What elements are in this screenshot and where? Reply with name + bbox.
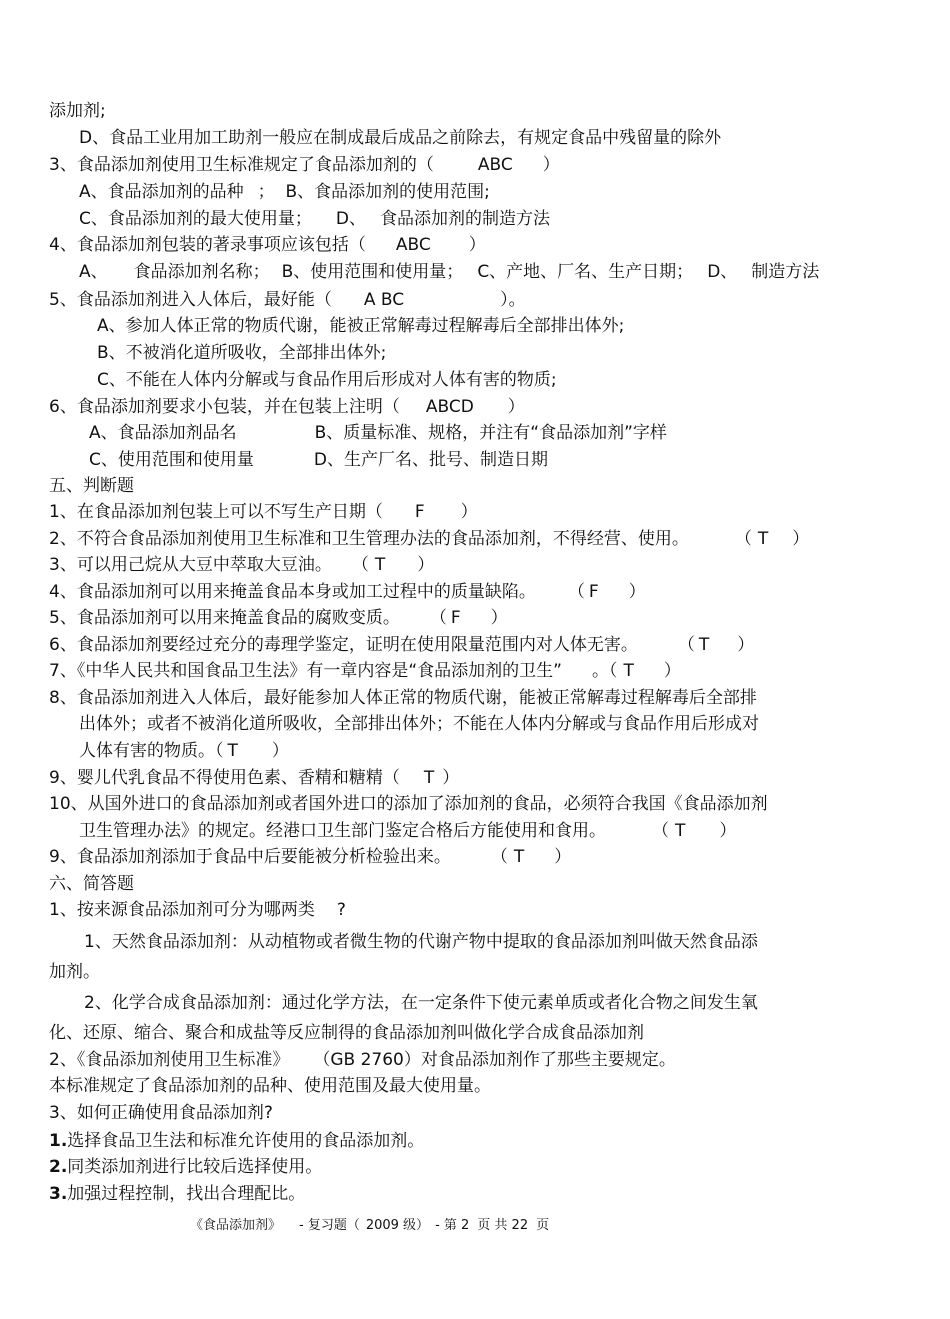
judge-line: 9、婴儿代乳食品不得使用色素、香精和糖精（ T ） <box>49 768 460 788</box>
judge-line: 人体有害的物质。（ T ） <box>79 741 289 761</box>
question-line: 6、食品添加剂要求小包装，并在包装上注明（ ABCD ） <box>49 397 525 417</box>
judge-line: 4、食品添加剂可以用来掩盖食品本身或加工过程中的质量缺陷。 （ F ） <box>49 582 646 602</box>
judge-line: 1、在食品添加剂包装上可以不写生产日期（ F ） <box>49 502 478 522</box>
option-line: C、食品添加剂的最大使用量； D、 食品添加剂的制造方法 <box>79 209 550 229</box>
option-line: A、食品添加剂品名 B、质量标准、规格，并注有“食品添加剂”字样 <box>89 423 667 443</box>
judge-line: 2、不符合食品添加剂使用卫生标准和卫生管理办法的食品添加剂，不得经营、使用。 （ T ） <box>49 529 810 549</box>
text-line: 添加剂; <box>49 101 106 121</box>
question-line: 3、食品添加剂使用卫生标准规定了食品添加剂的（ ABC ） <box>49 155 560 175</box>
question-line: 1、按来源食品添加剂可分为哪两类 ? <box>49 900 346 920</box>
section-heading: 五、判断题 <box>49 476 134 496</box>
answer-line: 2、化学合成食品添加剂：通过化学方法，在一定条件下使元素单质或者化合物之间发生氧 <box>84 993 758 1013</box>
answer-line: 2.同类添加剂进行比较后选择使用。 <box>49 1157 323 1177</box>
judge-line: 6、食品添加剂要经过充分的毒理学鉴定，证明在使用限量范围内对人体无害。 （ T ） <box>49 635 755 655</box>
option-line: D、食品工业用加工助剂一般应在制成最后成品之前除去，有规定食品中残留量的除外 <box>79 128 722 148</box>
judge-line: 3、可以用己烷从大豆中萃取大豆油。 （ T ） <box>49 555 435 575</box>
answer-line: 加剂。 <box>49 962 100 982</box>
answer-line: 1.选择食品卫生法和标准允许使用的食品添加剂。 <box>49 1131 425 1151</box>
answer-line: 本标准规定了食品添加剂的品种、使用范围及最大使用量。 <box>49 1076 491 1096</box>
judge-line: 10、从国外进口的食品添加剂或者国外进口的添加了添加剂的食品，必须符合我国《食品添加剂 <box>49 794 768 814</box>
judge-line: 出体外；或者不被消化道所吸收，全部排出体外；不能在人体内分解或与食品作用后形成对 <box>79 714 759 734</box>
question-line: 5、食品添加剂进入人体后，最好能（ A BC ）。 <box>49 290 526 310</box>
answer-line: 1、天然食品添加剂：从动植物或者微生物的代谢产物中提取的食品添加剂叫做天然食品添 <box>84 932 758 952</box>
judge-line: 卫生管理办法》的规定。经港口卫生部门鉴定合格后方能使用和食用。 （ T ） <box>79 821 737 841</box>
judge-line: 9、食品添加剂添加于食品中后要能被分析检验出来。 （ T ） <box>49 847 572 867</box>
answer-line: 化、还原、缩合、聚合和成盐等反应制得的食品添加剂叫做化学合成食品添加剂 <box>49 1023 644 1043</box>
judge-line: 5、食品添加剂可以用来掩盖食品的腐败变质。 （ F ） <box>49 608 508 628</box>
option-line: A、食品添加剂的品种 ； B、食品添加剂的使用范围; <box>79 182 490 202</box>
page-footer: 《食品添加剂》 - 复习题（ 2009 级） - 第 2 页 共 22 页 <box>190 1218 550 1233</box>
judge-line: 7、《中华人民共和国食品卫生法》有一章内容是“食品添加剂的卫生” 。（ T ） <box>49 661 681 681</box>
question-line: 2、《食品添加剂使用卫生标准》 （GB 2760）对食品添加剂作了那些主要规定。 <box>49 1050 676 1070</box>
option-line: A、 食品添加剂名称； B、使用范围和使用量； C、产地、厂名、生产日期； D、 制造方法 <box>79 262 820 282</box>
section-heading: 六、简答题 <box>49 874 134 894</box>
question-line: 3、如何正确使用食品添加剂? <box>49 1103 273 1123</box>
option-line: C、不能在人体内分解或与食品作用后形成对人体有害的物质; <box>97 370 557 390</box>
option-line: A、参加人体正常的物质代谢，能被正常解毒过程解毒后全部排出体外; <box>97 316 625 336</box>
judge-line: 8、食品添加剂进入人体后，最好能参加人体正常的物质代谢，能被正常解毒过程解毒后全部排 <box>49 688 757 708</box>
question-line: 4、食品添加剂包装的著录事项应该包括（ ABC ） <box>49 235 486 255</box>
answer-line: 3.加强过程控制，找出合理配比。 <box>49 1184 306 1204</box>
option-line: B、不被消化道所吸收，全部排出体外; <box>97 343 387 363</box>
option-line: C、使用范围和使用量 D、生产厂名、批号、制造日期 <box>89 450 548 470</box>
